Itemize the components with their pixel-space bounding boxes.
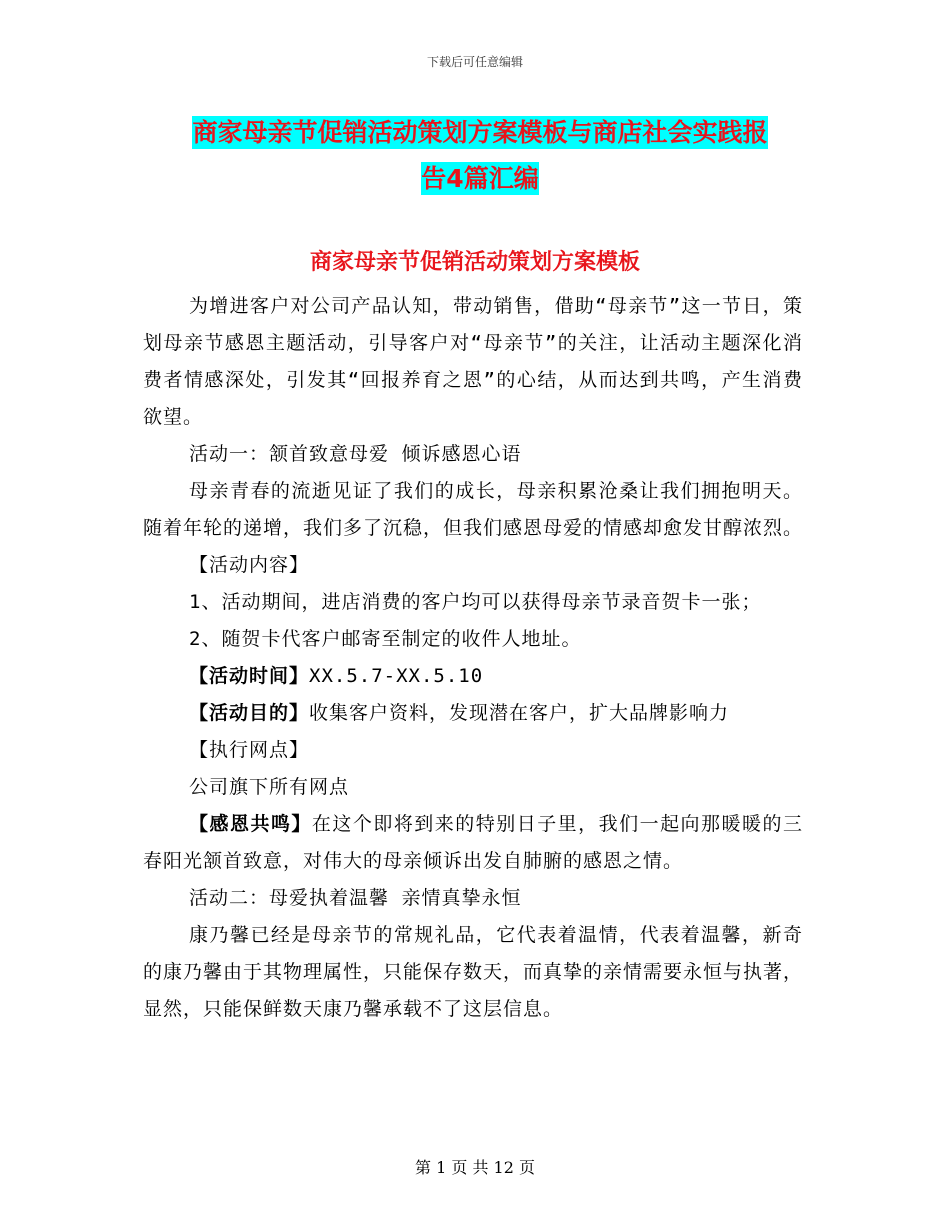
document-title (140, 110, 820, 202)
activity-time-value: XX.5.7-XX.5.10 (309, 665, 484, 687)
activity-content-label: 【活动内容】 (189, 554, 310, 576)
document-body (143, 288, 803, 1028)
activity-2-description: 康乃馨已经是母亲节的常规礼品，它代表着温情，代表着温馨，新奇的康乃馨由于其物理属性，只能保存数天，而真挚的亲情需要永恒与执著，显然，只能保鲜数天康乃馨承载不了这层信息。 (143, 924, 804, 1020)
gratitude-value: 在这个即将到来的特别日子里，我们一起向那暖暖的三春阳光颔首致意，对伟大的母亲倾诉出发自肺腑的感恩之情。 (143, 813, 803, 872)
activity-purpose-value: 收集客户资料，发现潜在客户，扩大品牌影响力 (309, 702, 730, 724)
section-title: 商家母亲节促销活动策划方案模板 (309, 250, 640, 275)
document-title-line-1: 商家母亲节促销活动策划方案模板与商店社会实践报 (192, 118, 768, 147)
gratitude-paragraph (143, 806, 803, 880)
execution-outlet-value: 公司旗下所有网点 (189, 776, 350, 798)
activity-2-heading: 活动二：母爱执着温馨 亲情真挚永恒 (189, 887, 522, 909)
activity-time-label: 【活动时间】 (189, 665, 310, 687)
gratitude-label: 【感恩共鸣】 (189, 813, 312, 835)
document-title-line-2: 告4篇汇编 (421, 164, 539, 193)
activity-purpose-label: 【活动目的】 (189, 702, 310, 724)
activity-content-item-2: 2、随贺卡代客户邮寄至制定的收件人地址。 (189, 628, 582, 650)
activity-content-item-1: 1、活动期间，进店消费的客户均可以获得母亲节录音贺卡一张； (189, 591, 762, 613)
execution-outlet-label: 【执行网点】 (189, 739, 310, 761)
activity-1-heading: 活动一：颔首致意母爱 倾诉感恩心语 (189, 443, 522, 465)
activity-time (143, 658, 803, 695)
header-note: 下载后可任意编辑 (426, 55, 523, 69)
activity-1-description: 母亲青春的流逝见证了我们的成长，母亲积累沧桑让我们拥抱明天。随着年轮的递增，我们多了沉稳，但我们感恩母爱的情感却愈发甘醇浓烈。 (143, 480, 804, 539)
activity-purpose (143, 695, 803, 732)
page-number-footer: 第 1 页 共 12 页 (415, 1158, 535, 1177)
intro-paragraph: 为增进客户对公司产品认知，带动销售，借助“母亲节”这一节日，策划母亲节感恩主题活动，引导客户对“母亲节”的关注，让活动主题深化消费者情感深处，引发其“回报养育之恩”的心结，从而达到共鸣，产生消费欲望。 (143, 295, 803, 428)
